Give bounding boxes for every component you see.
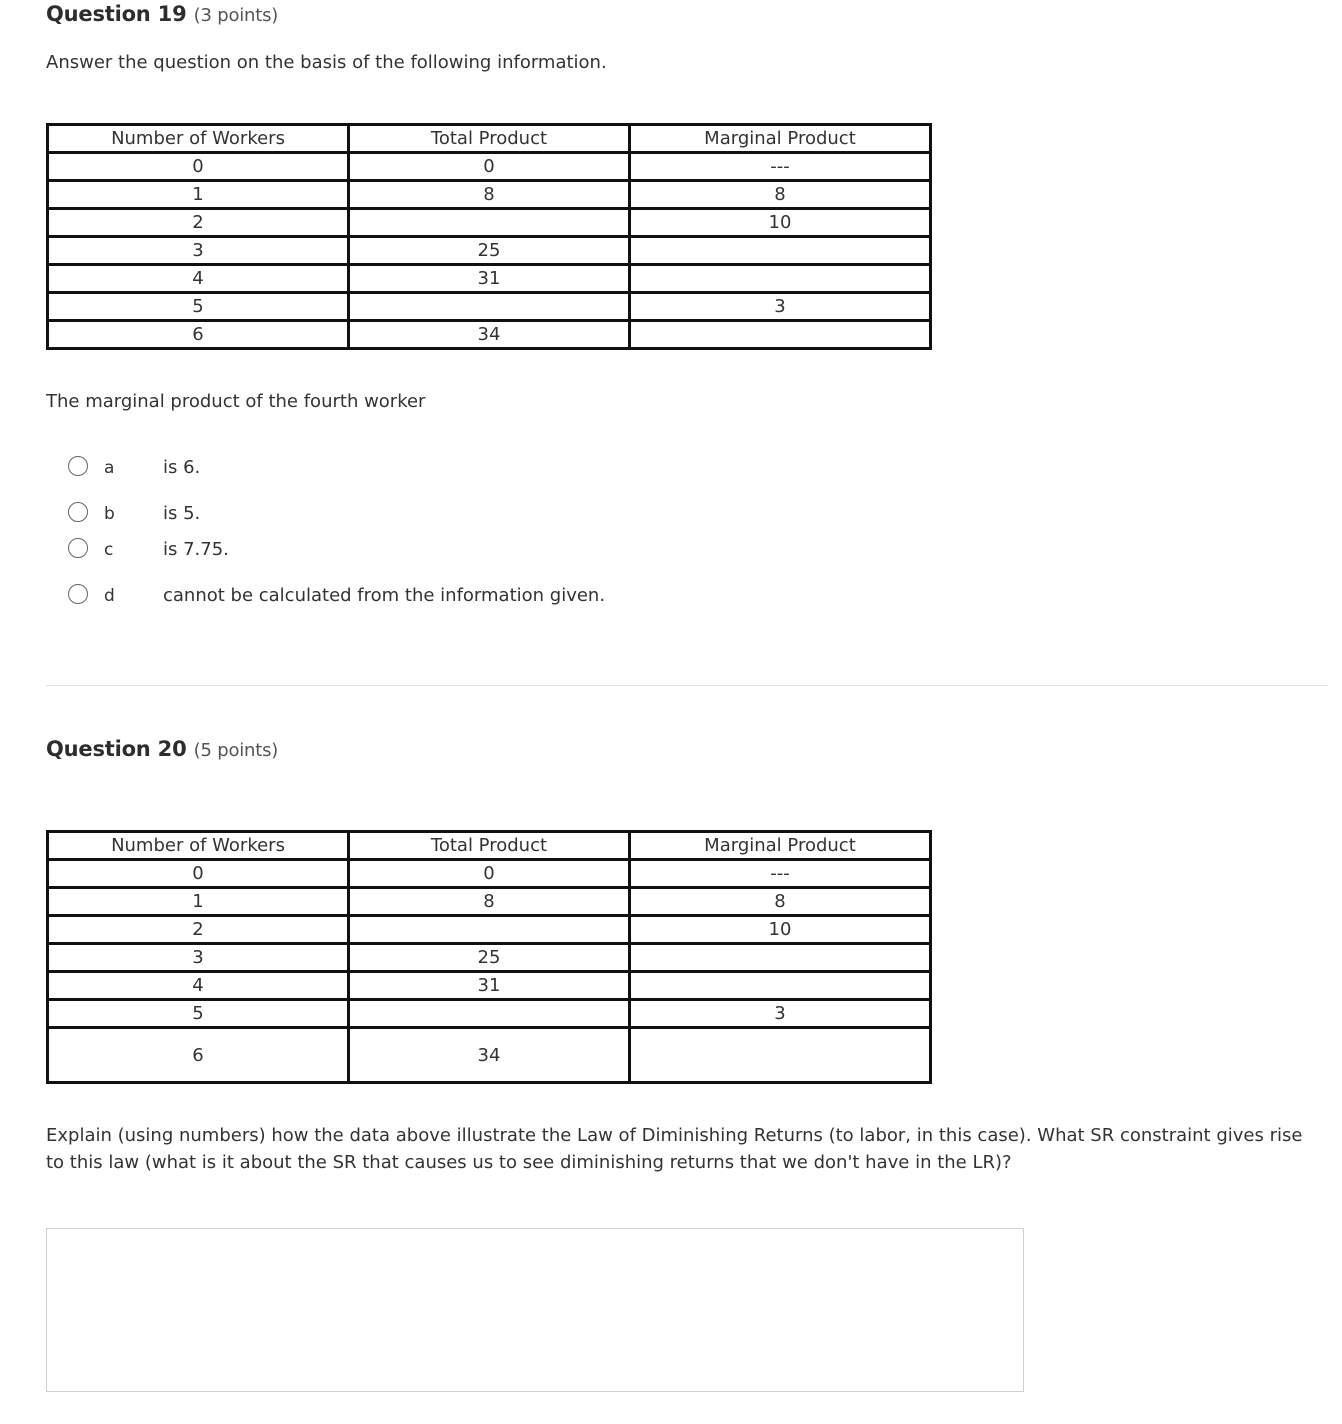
table-row [48, 181, 931, 209]
choice-letter: a [104, 458, 115, 478]
question-19-prompt: The marginal product of the fourth worker [46, 391, 426, 412]
choice-a[interactable] [68, 454, 718, 480]
table-row [48, 321, 931, 349]
table-row [48, 860, 931, 888]
table-cell: 8 [629, 181, 930, 209]
question-title-text: Question 19 [46, 2, 187, 26]
table-header-row [48, 832, 931, 860]
table-cell: 8 [629, 888, 930, 916]
table-row [48, 237, 931, 265]
table-header-row [48, 125, 931, 153]
table-cell: 6 [48, 321, 349, 349]
production-table-q20 [46, 830, 932, 1084]
question-points: (3 points) [193, 5, 279, 26]
radio-button-b[interactable] [68, 502, 88, 522]
table-cell: 31 [349, 972, 630, 1000]
choice-text: is 7.75. [163, 539, 229, 560]
table-cell: 34 [349, 1028, 630, 1083]
table-row [48, 209, 931, 237]
choice-d[interactable] [68, 582, 718, 608]
table-cell: 25 [349, 944, 630, 972]
table-cell: 8 [349, 888, 630, 916]
table-cell: 4 [48, 265, 349, 293]
header-number-of-workers: Number of Workers [48, 125, 349, 153]
header-marginal-product: Marginal Product [629, 832, 930, 860]
choice-letter: c [104, 540, 114, 560]
question-title-text: Question 20 [46, 737, 187, 761]
table-row [48, 265, 931, 293]
choice-letter: b [104, 504, 115, 524]
table-row [48, 888, 931, 916]
question-points: (5 points) [193, 740, 279, 761]
choice-text: is 5. [163, 503, 201, 524]
table-cell: 10 [629, 916, 930, 944]
table-cell: 0 [349, 153, 630, 181]
table-cell: 2 [48, 209, 349, 237]
header-number-of-workers: Number of Workers [48, 832, 349, 860]
table-cell: 1 [48, 181, 349, 209]
radio-button-a[interactable] [68, 456, 88, 476]
question-20-title [46, 737, 278, 761]
essay-answer-input[interactable] [46, 1228, 1024, 1392]
table-row [48, 972, 931, 1000]
table-cell: 1 [48, 888, 349, 916]
table-cell [349, 1000, 630, 1028]
choice-b[interactable] [68, 500, 718, 526]
choice-letter: d [104, 586, 115, 606]
choice-text: cannot be calculated from the information given. [163, 585, 606, 606]
table-cell: 2 [48, 916, 349, 944]
table-cell [629, 237, 930, 265]
table-cell: --- [629, 860, 930, 888]
table-cell: 3 [629, 293, 930, 321]
table-cell: 8 [349, 181, 630, 209]
header-marginal-product: Marginal Product [629, 125, 930, 153]
table-row [48, 1000, 931, 1028]
choice-text: is 6. [163, 457, 201, 478]
table-row [48, 1028, 931, 1083]
table-cell: 0 [349, 860, 630, 888]
question-20-prompt: Explain (using numbers) how the data above illustrate the Law of Diminishing Returns (to labor, in this case). What SR constraint gives rise to this law (what is it about the SR that causes us to see diminishing returns that we don't have in the LR)? [46, 1125, 1303, 1173]
table-cell: 3 [48, 944, 349, 972]
table-cell: 3 [48, 237, 349, 265]
table-cell: 0 [48, 153, 349, 181]
table-cell: 10 [629, 209, 930, 237]
choice-c[interactable] [68, 536, 718, 562]
table-cell [629, 972, 930, 1000]
table-cell [629, 321, 930, 349]
table-row [48, 153, 931, 181]
table-cell: 5 [48, 293, 349, 321]
production-table-q19 [46, 123, 932, 350]
table-cell: 6 [48, 1028, 349, 1083]
table-cell: 25 [349, 237, 630, 265]
header-total-product: Total Product [349, 125, 630, 153]
table-cell: 34 [349, 321, 630, 349]
radio-button-d[interactable] [68, 584, 88, 604]
table-cell: 3 [629, 1000, 930, 1028]
table-cell: 31 [349, 265, 630, 293]
table-cell: 4 [48, 972, 349, 1000]
question-19-intro: Answer the question on the basis of the following information. [46, 52, 607, 73]
table-row [48, 916, 931, 944]
table-cell [349, 209, 630, 237]
table-row [48, 944, 931, 972]
table-cell [629, 265, 930, 293]
table-cell: 5 [48, 1000, 349, 1028]
table-cell: --- [629, 153, 930, 181]
question-19-title [46, 2, 278, 26]
radio-button-c[interactable] [68, 538, 88, 558]
table-cell [349, 293, 630, 321]
table-row [48, 293, 931, 321]
table-cell [629, 1028, 930, 1083]
table-cell [349, 916, 630, 944]
question-divider [46, 685, 1328, 686]
table-cell [629, 944, 930, 972]
header-total-product: Total Product [349, 832, 630, 860]
table-cell: 0 [48, 860, 349, 888]
